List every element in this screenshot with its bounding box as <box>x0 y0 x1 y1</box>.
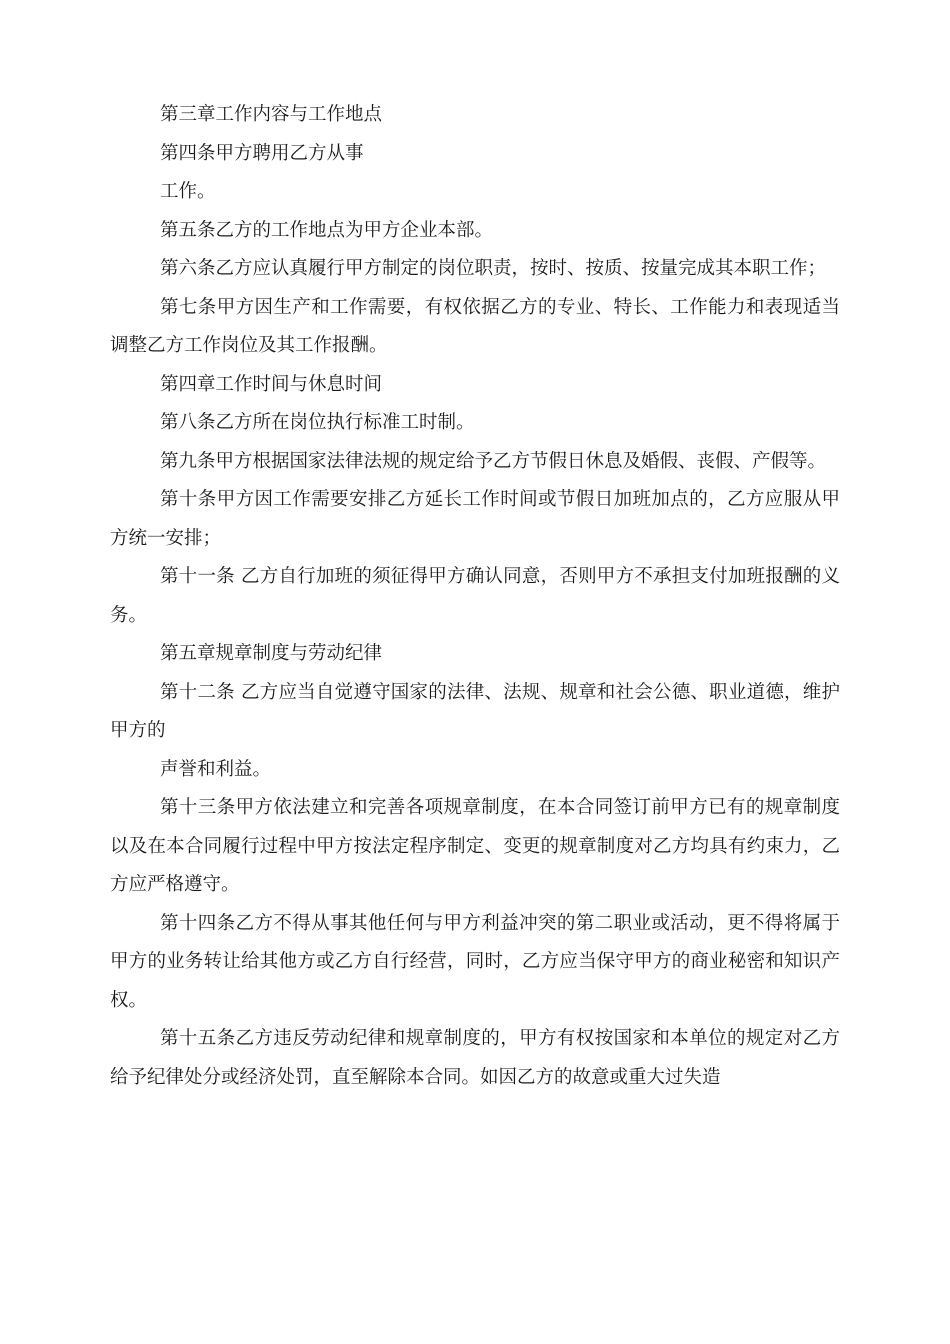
article-6: 第六条乙方应认真履行甲方制定的岗位职责，按时、按质、按量完成其本职工作； <box>160 258 827 279</box>
article-14: 第十四条乙方不得从事其他任何与甲方利益冲突的第二职业或活动，更不得将属于甲方的业务转让给其他方或乙方自行经营，同时，乙方应当保守甲方的商业秘密和知识产权。 <box>110 912 840 1011</box>
article-9: 第九条甲方根据国家法律法规的规定给予乙方节假日休息及婚假、丧假、产假等。 <box>160 450 827 472</box>
article-7: 第七条甲方因生产和工作需要，有权依据乙方的专业、特长、工作能力和表现适当调整乙方工作岗位及其工作报酬。 <box>110 296 840 356</box>
article-11: 第十一条 乙方自行加班的须征得甲方确认同意，否则甲方不承担支付加班报酬的义务。 <box>110 566 840 626</box>
article-10: 第十条甲方因工作需要安排乙方延长工作时间或节假日加班加点的，乙方应服从甲方统一安排； <box>110 489 840 549</box>
article-12-continuation: 声誉和利益。 <box>160 758 272 780</box>
article-5: 第五条乙方的工作地点为甲方企业本部。 <box>160 219 494 241</box>
article-15: 第十五条乙方违反劳动纪律和规章制度的，甲方有权按国家和本单位的规定对乙方给予纪律处分或经济处罚，直至解除本合同。如因乙方的故意或重大过失造 <box>110 1028 840 1088</box>
chapter-4-heading: 第四章工作时间与休息时间 <box>160 373 383 395</box>
article-4: 第四条甲方聘用乙方从事 <box>160 142 364 164</box>
chapter-3-heading: 第三章工作内容与工作地点 <box>160 104 383 125</box>
article-12: 第十二条 乙方应当自觉遵守国家的法律、法规、规章和社会公德、职业道德，维护甲方的 <box>110 681 840 741</box>
article-13: 第十三条甲方依法建立和完善各项规章制度，在本合同签订前甲方已有的规章制度以及在本合同履行过程中甲方按法定程序制定、变更的规章制度对乙方均具有约束力，乙方应严格遵守。 <box>110 797 840 895</box>
document-body <box>110 96 840 1097</box>
article-4-continuation: 工作。 <box>160 181 216 202</box>
article-8: 第八条乙方所在岗位执行标准工时制。 <box>160 412 475 433</box>
chapter-5-heading: 第五章规章制度与劳动纪律 <box>160 643 383 664</box>
